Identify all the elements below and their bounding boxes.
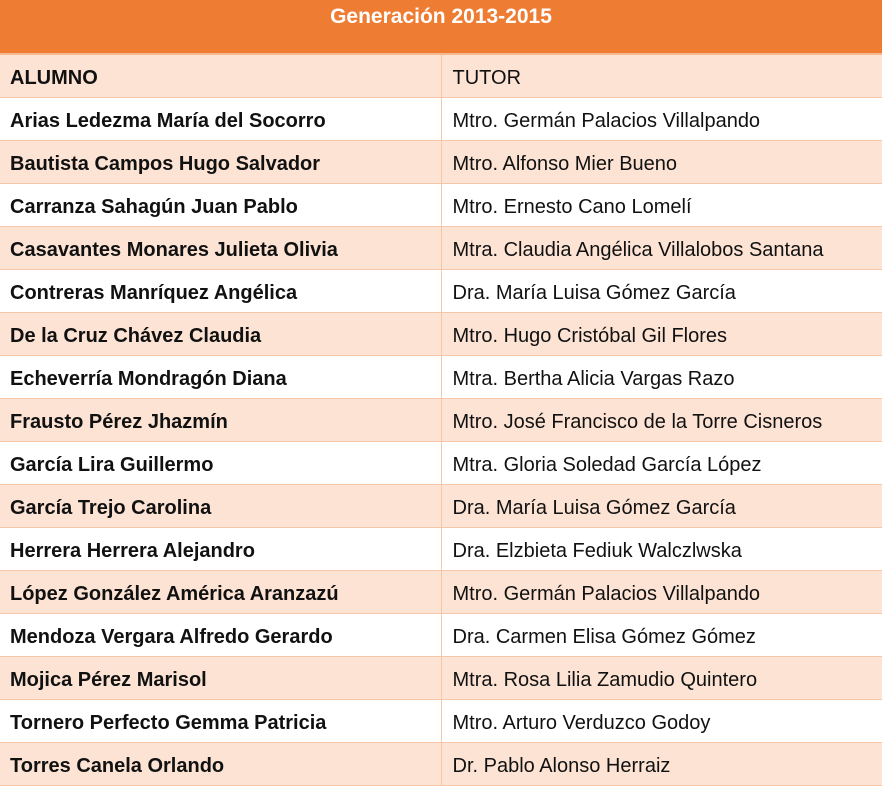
tutor-cell: Mtro. Germán Palacios Villalpando <box>441 570 882 613</box>
tutor-cell: Dra. Elzbieta Fediuk Walczlwska <box>441 527 882 570</box>
tutor-cell: Mtro. Ernesto Cano Lomelí <box>441 183 882 226</box>
table-header-row <box>0 54 882 97</box>
tutor-cell: Mtra. Claudia Angélica Villalobos Santana <box>441 226 882 269</box>
tutor-cell: Dra. María Luisa Gómez García <box>441 484 882 527</box>
alumno-cell: Casavantes Monares Julieta Olivia <box>0 226 441 269</box>
column-header-tutor: TUTOR <box>441 54 882 97</box>
alumno-cell: Tornero Perfecto Gemma Patricia <box>0 699 441 742</box>
alumno-cell: Mendoza Vergara Alfredo Gerardo <box>0 613 441 656</box>
alumno-cell: De la Cruz Chávez Claudia <box>0 312 441 355</box>
alumno-cell: Mojica Pérez Marisol <box>0 656 441 699</box>
table-row <box>0 226 882 269</box>
alumno-cell: Torres Canela Orlando <box>0 742 441 785</box>
tutor-cell: Mtro. José Francisco de la Torre Cisneros <box>441 398 882 441</box>
table-row <box>0 97 882 140</box>
alumno-cell: Contreras Manríquez Angélica <box>0 269 441 312</box>
table-row <box>0 355 882 398</box>
tutor-cell: Dr. Pablo Alonso Herraiz <box>441 742 882 785</box>
alumno-cell: López González América Aranzazú <box>0 570 441 613</box>
alumno-cell: García Lira Guillermo <box>0 441 441 484</box>
alumno-cell: Bautista Campos Hugo Salvador <box>0 140 441 183</box>
alumno-cell: Carranza Sahagún Juan Pablo <box>0 183 441 226</box>
table-row <box>0 484 882 527</box>
tutor-cell: Mtro. Alfonso Mier Bueno <box>441 140 882 183</box>
table-row <box>0 183 882 226</box>
table-row <box>0 527 882 570</box>
table-row <box>0 742 882 785</box>
table-title: Generación 2013-2015 <box>0 0 882 54</box>
table-title-row <box>0 0 882 54</box>
table-row <box>0 441 882 484</box>
tutor-cell: Mtro. Arturo Verduzco Godoy <box>441 699 882 742</box>
table-row <box>0 570 882 613</box>
alumno-cell: Herrera Herrera Alejandro <box>0 527 441 570</box>
tutor-cell: Mtro. Hugo Cristóbal Gil Flores <box>441 312 882 355</box>
table-row <box>0 140 882 183</box>
table-row <box>0 656 882 699</box>
table-row <box>0 398 882 441</box>
alumno-cell: Frausto Pérez Jhazmín <box>0 398 441 441</box>
alumno-cell: García Trejo Carolina <box>0 484 441 527</box>
table-row <box>0 613 882 656</box>
table-row <box>0 269 882 312</box>
column-header-alumno: ALUMNO <box>0 54 441 97</box>
table-row <box>0 699 882 742</box>
tutor-cell: Mtra. Bertha Alicia Vargas Razo <box>441 355 882 398</box>
table-body <box>0 54 882 785</box>
table-row <box>0 312 882 355</box>
alumno-cell: Echeverría Mondragón Diana <box>0 355 441 398</box>
alumno-cell: Arias Ledezma María del Socorro <box>0 97 441 140</box>
tutor-cell: Mtra. Rosa Lilia Zamudio Quintero <box>441 656 882 699</box>
tutor-cell: Mtro. Germán Palacios Villalpando <box>441 97 882 140</box>
tutor-cell: Dra. María Luisa Gómez García <box>441 269 882 312</box>
tutor-cell: Mtra. Gloria Soledad García López <box>441 441 882 484</box>
tutor-cell: Dra. Carmen Elisa Gómez Gómez <box>441 613 882 656</box>
